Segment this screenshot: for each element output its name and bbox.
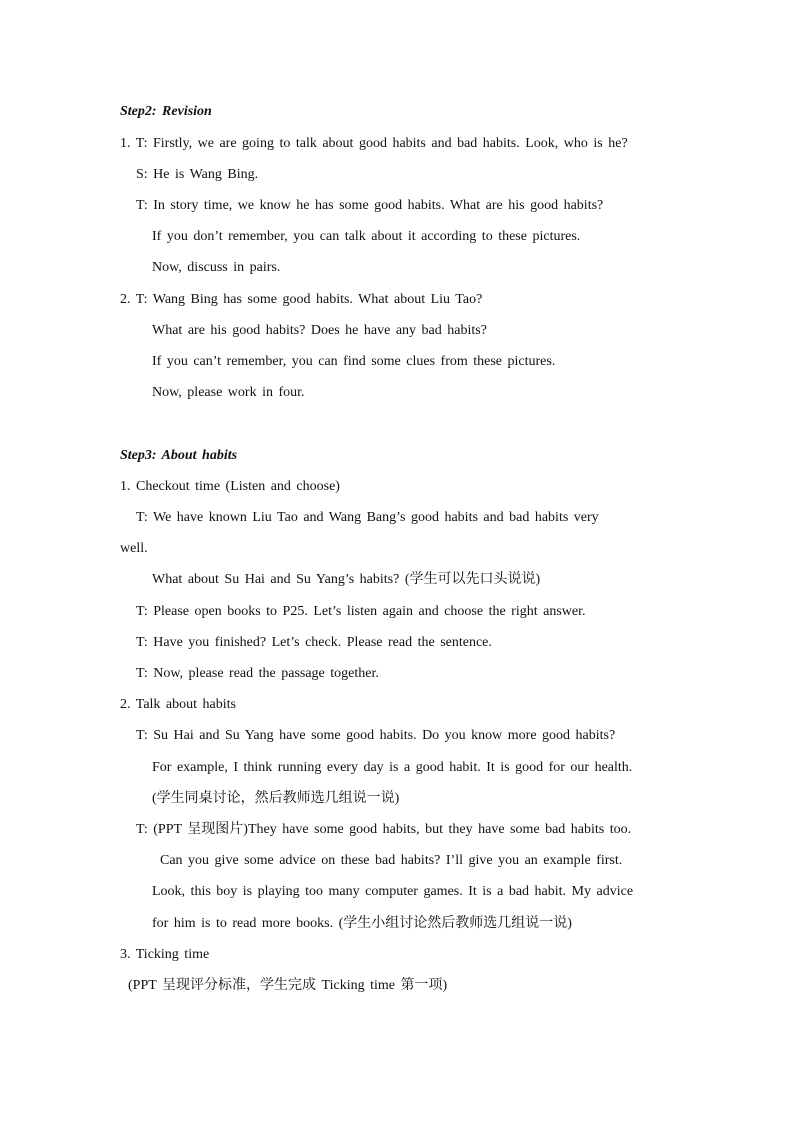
step2-item1-line4: If you don’t remember, you can talk about it according to these pictures. — [152, 229, 581, 244]
step3-s2-line4: (学生同桌讨论，然后教师选几组说一说) — [152, 791, 400, 806]
step3-s2-line3: For example, I think running every day is a good habit. It is good for our health. — [152, 760, 633, 775]
step2-item2-line1: 2. T: Wang Bing has some good habits. What about Liu Tao? — [120, 292, 483, 307]
step2-item1-line1: 1. T: Firstly, we are going to talk about good habits and bad habits. Look, who is he? — [120, 136, 628, 151]
step3-s3-line2: (PPT 呈现评分标准，学生完成 Ticking time 第一项) — [128, 978, 448, 993]
step3-s1-line3: well. — [120, 541, 148, 556]
step3-heading: Step3: About habits — [120, 448, 238, 463]
step2-item2-line2: What are his good habits? Does he have any bad habits? — [152, 323, 487, 338]
step3-s1-line1: 1. Checkout time (Listen and choose) — [120, 479, 340, 494]
step3-s2-line6: Can you give some advice on these bad habits? I’ll give you an example first. — [160, 853, 623, 868]
step3-s1-line5: T: Please open books to P25. Let’s listen again and choose the right answer. — [136, 604, 586, 619]
step3-s1-line2: T: We have known Liu Tao and Wang Bang’s good habits and bad habits very — [136, 510, 599, 525]
step2-item1-line5: Now, discuss in pairs. — [152, 260, 281, 275]
step3-s2-line5: T: (PPT 呈现图片)They have some good habits, but they have some bad habits too. — [136, 822, 632, 837]
step3-s1-line7: T: Now, please read the passage together. — [136, 666, 379, 681]
step3-s1-line4: What about Su Hai and Su Yang’s habits? (学生可以先口头说说) — [152, 572, 541, 587]
step2-item1-line2: S: He is Wang Bing. — [136, 167, 259, 182]
step2-item2-line3: If you can’t remember, you can find some clues from these pictures. — [152, 354, 556, 369]
step3-s2-line8: for him is to read more books. (学生小组讨论然后教师选几组说一说) — [152, 916, 572, 931]
step3-s2-line7: Look, this boy is playing too many computer games. It is a bad habit. My advice — [152, 884, 634, 899]
step3-s3-line1: 3. Ticking time — [120, 947, 210, 962]
step3-s2-line1: 2. Talk about habits — [120, 697, 236, 712]
step2-heading: Step2: Revision — [120, 104, 212, 119]
step2-item1-line3: T: In story time, we know he has some good habits. What are his good habits? — [136, 198, 604, 213]
step3-s1-line6: T: Have you finished? Let’s check. Please read the sentence. — [136, 635, 492, 650]
step2-item2-line4: Now, please work in four. — [152, 385, 305, 400]
step3-s2-line2: T: Su Hai and Su Yang have some good habits. Do you know more good habits? — [136, 728, 616, 743]
